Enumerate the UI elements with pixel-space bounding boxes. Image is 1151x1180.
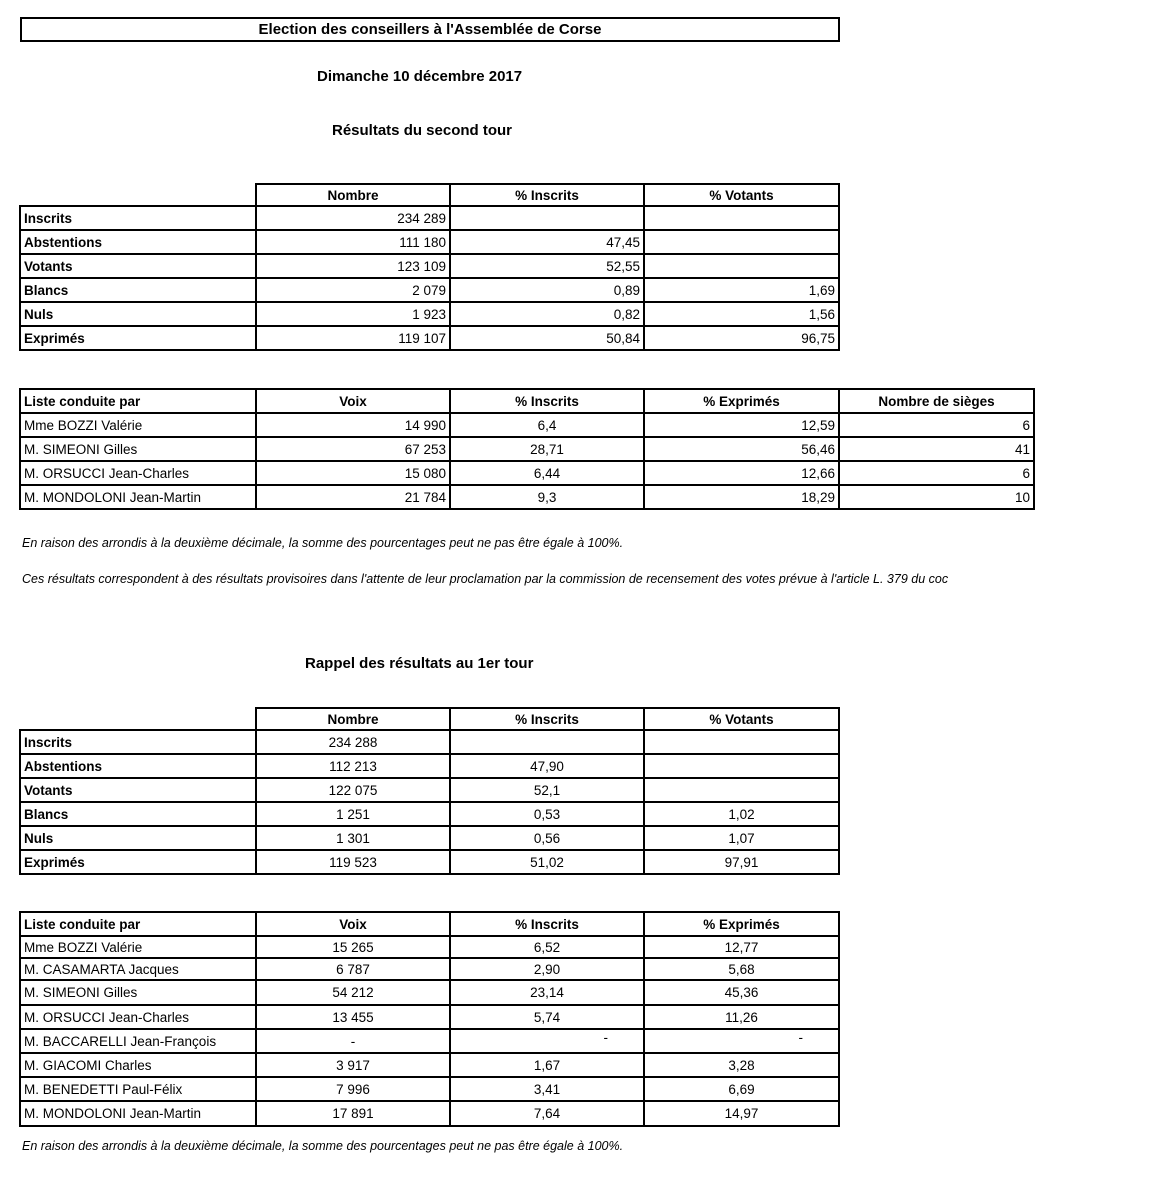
cell-voix: -	[256, 1029, 450, 1053]
table-row	[20, 1029, 839, 1053]
cell-pct-votants	[644, 778, 839, 802]
row-label: Abstentions	[20, 230, 256, 254]
cell-nombre: 122 075	[256, 778, 450, 802]
cell-pct-exprimes: 6,69	[644, 1077, 839, 1101]
cell-pct-inscrits: 0,89	[450, 278, 644, 302]
table-row	[20, 326, 839, 350]
row-label: Votants	[20, 778, 256, 802]
cell-nombre: 123 109	[256, 254, 450, 278]
cell-pct-inscrits: 5,74	[450, 1005, 644, 1029]
table-row	[20, 754, 839, 778]
cell-pct-inscrits: 9,3	[450, 485, 644, 509]
cell-voix: 15 080	[256, 461, 450, 485]
table-row	[20, 302, 839, 326]
cell-voix: 14 990	[256, 413, 450, 437]
header-pct-exprimes: % Exprimés	[644, 389, 839, 413]
cell-voix: 7 996	[256, 1077, 450, 1101]
header-pct-votants: % Votants	[644, 708, 839, 730]
header-pct-inscrits: % Inscrits	[450, 184, 644, 206]
header-pct-inscrits: % Inscrits	[450, 912, 644, 936]
cell-pct-exprimes-value: -	[798, 1030, 803, 1045]
cell-pct-votants: 96,75	[644, 326, 839, 350]
table-row	[20, 1101, 839, 1126]
cell-pct-inscrits: 52,1	[450, 778, 644, 802]
premier-tour-heading: Rappel des résultats au 1er tour	[305, 655, 534, 672]
cell-pct-exprimes: 56,46	[644, 437, 839, 461]
row-label: Exprimés	[20, 326, 256, 350]
cell-pct-votants	[644, 206, 839, 230]
cell-pct-votants	[644, 254, 839, 278]
table-row	[20, 1005, 839, 1029]
table-row	[20, 1077, 839, 1101]
cell-voix: 3 917	[256, 1053, 450, 1077]
second-tour-participation-table	[19, 183, 840, 351]
row-label: Nuls	[20, 302, 256, 326]
table-row	[20, 958, 839, 980]
cell-pct-inscrits: 6,44	[450, 461, 644, 485]
cell-sieges: 6	[839, 413, 1034, 437]
cell-voix: 17 891	[256, 1101, 450, 1126]
table-row	[20, 413, 1034, 437]
table-row	[20, 778, 839, 802]
cell-pct-exprimes: 11,26	[644, 1005, 839, 1029]
cell-pct-inscrits: 6,4	[450, 413, 644, 437]
cell-pct-votants: 1,69	[644, 278, 839, 302]
cell-name: M. SIMEONI Gilles	[20, 980, 256, 1005]
cell-pct-inscrits	[450, 206, 644, 230]
row-label: Votants	[20, 254, 256, 278]
cell-pct-votants: 97,91	[644, 850, 839, 874]
cell-name: M. GIACOMI Charles	[20, 1053, 256, 1077]
cell-pct-exprimes: 3,28	[644, 1053, 839, 1077]
table-row	[20, 1053, 839, 1077]
cell-pct-votants: 1,02	[644, 802, 839, 826]
table-row	[20, 936, 839, 958]
cell-name: M. ORSUCCI Jean-Charles	[20, 461, 256, 485]
cell-pct-inscrits: 2,90	[450, 958, 644, 980]
cell-nombre: 1 923	[256, 302, 450, 326]
cell-voix: 21 784	[256, 485, 450, 509]
second-tour-lists-table	[19, 388, 1035, 510]
cell-pct-votants: 1,56	[644, 302, 839, 326]
cell-pct-inscrits: 52,55	[450, 254, 644, 278]
row-label: Inscrits	[20, 206, 256, 230]
cell-name: M. SIMEONI Gilles	[20, 437, 256, 461]
cell-name: Mme BOZZI Valérie	[20, 413, 256, 437]
cell-name: M. MONDOLONI Jean-Martin	[20, 485, 256, 509]
note-arrondis-second: En raison des arrondis à la deuxième décimale, la somme des pourcentages peut ne pas être égale à 100%.	[22, 536, 624, 550]
cell-pct-exprimes: 18,29	[644, 485, 839, 509]
cell-name: M. CASAMARTA Jacques	[20, 958, 256, 980]
row-label: Abstentions	[20, 754, 256, 778]
cell-pct-inscrits: 23,14	[450, 980, 644, 1005]
table-row	[20, 826, 839, 850]
table-row	[20, 230, 839, 254]
second-tour-heading: Résultats du second tour	[332, 122, 513, 139]
header-pct-inscrits: % Inscrits	[450, 389, 644, 413]
cell-pct-inscrits: 0,53	[450, 802, 644, 826]
cell-voix: 15 265	[256, 936, 450, 958]
cell-name: M. BENEDETTI Paul-Félix	[20, 1077, 256, 1101]
cell-pct-inscrits	[450, 730, 644, 754]
cell-nombre: 234 289	[256, 206, 450, 230]
cell-pct-exprimes: 5,68	[644, 958, 839, 980]
cell-pct-inscrits: 28,71	[450, 437, 644, 461]
cell-pct-votants	[644, 230, 839, 254]
cell-name: Mme BOZZI Valérie	[20, 936, 256, 958]
table-row	[20, 206, 839, 230]
table-row	[20, 254, 839, 278]
note-provisoire: Ces résultats correspondent à des résultats provisoires dans l'attente de leur proclamation par la commission de recensement des votes prévue à l'article L. 379 du coc	[22, 572, 949, 586]
header-liste: Liste conduite par	[20, 389, 256, 413]
cell-pct-inscrits: 7,64	[450, 1101, 644, 1126]
table-row	[20, 850, 839, 874]
cell-sieges: 41	[839, 437, 1034, 461]
table-row	[20, 802, 839, 826]
cell-nombre: 111 180	[256, 230, 450, 254]
cell-voix: 54 212	[256, 980, 450, 1005]
cell-voix: 6 787	[256, 958, 450, 980]
cell-pct-exprimes: 14,97	[644, 1101, 839, 1126]
cell-nombre: 119 107	[256, 326, 450, 350]
cell-name: M. ORSUCCI Jean-Charles	[20, 1005, 256, 1029]
header-voix: Voix	[256, 912, 450, 936]
cell-pct-inscrits: 0,56	[450, 826, 644, 850]
row-label: Blancs	[20, 802, 256, 826]
table-header-row	[20, 389, 1034, 413]
table-row	[20, 485, 1034, 509]
cell-name: M. MONDOLONI Jean-Martin	[20, 1101, 256, 1126]
table-row	[20, 980, 839, 1005]
cell-name: M. BACCARELLI Jean-François	[20, 1029, 256, 1053]
cell-pct-votants	[644, 730, 839, 754]
cell-pct-votants: 1,07	[644, 826, 839, 850]
cell-pct-inscrits-value: -	[603, 1030, 608, 1045]
premier-tour-participation-table	[19, 707, 840, 875]
table-header-row	[20, 708, 839, 730]
cell-pct-inscrits: 50,84	[450, 326, 644, 350]
note-arrondis-premier: En raison des arrondis à la deuxième décimale, la somme des pourcentages peut ne pas être égale à 100%.	[22, 1139, 624, 1153]
cell-pct-inscrits: 0,82	[450, 302, 644, 326]
header-sieges: Nombre de sièges	[839, 389, 1034, 413]
cell-pct-inscrits	[450, 1029, 644, 1053]
header-nombre: Nombre	[256, 708, 450, 730]
cell-sieges: 10	[839, 485, 1034, 509]
header-voix: Voix	[256, 389, 450, 413]
header-pct-inscrits: % Inscrits	[450, 708, 644, 730]
empty-cell	[20, 184, 256, 206]
row-label: Blancs	[20, 278, 256, 302]
cell-pct-inscrits: 51,02	[450, 850, 644, 874]
cell-nombre: 112 213	[256, 754, 450, 778]
cell-pct-inscrits: 3,41	[450, 1077, 644, 1101]
cell-pct-exprimes: 45,36	[644, 980, 839, 1005]
row-label: Nuls	[20, 826, 256, 850]
cell-pct-exprimes: 12,77	[644, 936, 839, 958]
table-row	[20, 278, 839, 302]
table-header-row	[20, 184, 839, 206]
table-row	[20, 461, 1034, 485]
cell-voix: 13 455	[256, 1005, 450, 1029]
header-pct-exprimes: % Exprimés	[644, 912, 839, 936]
cell-nombre: 119 523	[256, 850, 450, 874]
cell-nombre: 1 251	[256, 802, 450, 826]
table-row	[20, 437, 1034, 461]
premier-tour-lists-table	[19, 911, 840, 1127]
cell-pct-inscrits: 1,67	[450, 1053, 644, 1077]
cell-nombre: 1 301	[256, 826, 450, 850]
table-row	[20, 730, 839, 754]
header-liste: Liste conduite par	[20, 912, 256, 936]
cell-pct-inscrits: 6,52	[450, 936, 644, 958]
document-title: Election des conseillers à l'Assemblée de Corse	[20, 17, 840, 42]
row-label: Exprimés	[20, 850, 256, 874]
election-date: Dimanche 10 décembre 2017	[317, 68, 523, 85]
cell-pct-votants	[644, 754, 839, 778]
cell-pct-exprimes: 12,59	[644, 413, 839, 437]
cell-nombre: 2 079	[256, 278, 450, 302]
cell-pct-exprimes: 12,66	[644, 461, 839, 485]
header-pct-votants: % Votants	[644, 184, 839, 206]
cell-nombre: 234 288	[256, 730, 450, 754]
cell-sieges: 6	[839, 461, 1034, 485]
header-nombre: Nombre	[256, 184, 450, 206]
empty-cell	[20, 708, 256, 730]
table-header-row	[20, 912, 839, 936]
cell-pct-exprimes	[644, 1029, 839, 1053]
cell-pct-inscrits: 47,90	[450, 754, 644, 778]
cell-pct-inscrits: 47,45	[450, 230, 644, 254]
cell-voix: 67 253	[256, 437, 450, 461]
row-label: Inscrits	[20, 730, 256, 754]
